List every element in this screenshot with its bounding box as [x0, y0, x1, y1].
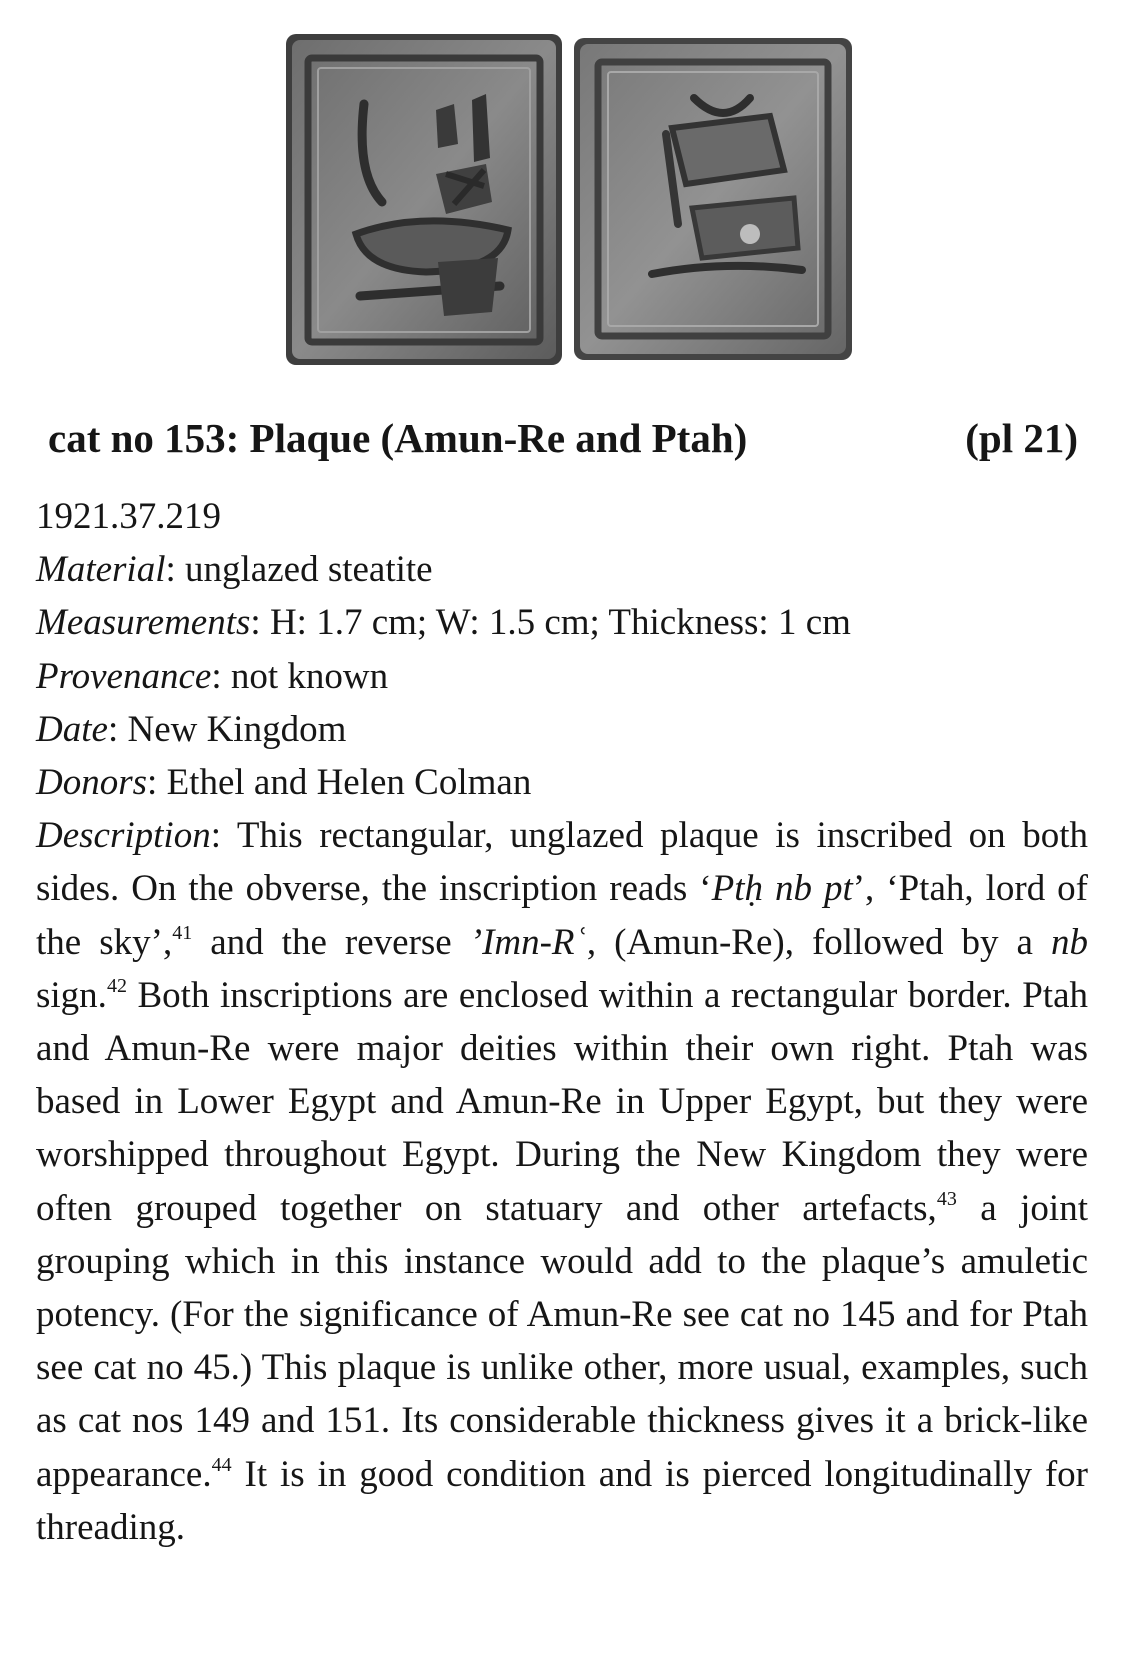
date-line: Date: New Kingdom [36, 708, 347, 750]
catalogue-entry [36, 490, 1088, 1554]
provenance-value: not known [230, 655, 389, 697]
material-line: Material: unglazed steatite [36, 549, 433, 591]
plaque-photographs [286, 34, 852, 365]
measurements-label: Measurements [36, 602, 251, 644]
measurements-value: H: 1.7 cm; W: 1.5 cm; Thickness: 1 cm [269, 602, 851, 644]
donors-label: Donors [36, 762, 148, 804]
donors-value: Ethel and Helen Colman [166, 762, 532, 804]
description-text: a joint grouping which in this instance would add to the plaque’s amuletic potency. (For the significance of Amun-Re see cat no 145 and for Ptah see cat no 45.) This plaque is unlike other, more usual, examples, such as cat nos 149 and 151. Its considerable thickness gives it a brick-like appearance. [36, 1187, 1088, 1495]
footnote-ref: 41 [172, 921, 193, 944]
measurements-line: Measurements: H: 1.7 cm; W: 1.5 cm; Thickness: 1 cm [36, 602, 851, 644]
provenance-label: Provenance [36, 655, 212, 697]
material-label: Material [36, 549, 166, 591]
footnote-ref: 43 [936, 1187, 957, 1210]
description-text: , (Amun-Re), followed by a [586, 921, 1051, 963]
material-value: unglazed steatite [185, 549, 433, 591]
plaque-reverse-photo [574, 38, 852, 360]
transliteration-ptah: Ptḥ nb pt [711, 868, 853, 910]
transliteration-amun-re: ’Imn-Rʿ [469, 921, 587, 963]
plaque-obverse-photo [286, 34, 562, 365]
description-text: and the reverse [192, 921, 470, 963]
donors-line: Donors: Ethel and Helen Colman [36, 762, 532, 804]
date-label: Date [36, 708, 108, 750]
catalogue-heading [48, 414, 1078, 462]
plate-reference: (pl 21) [965, 415, 1078, 461]
catalogue-title: cat no 153: Plaque (Amun-Re and Ptah) [48, 415, 748, 461]
description-text: Both inscriptions are enclosed within a rectangular border. Ptah and Amun-Re were major deities within their own right. Ptah was based in Lower Egypt and Amun-Re in Upper Egypt, but they were worshipped throughout Egypt. During the New Kingdom they were often grouped together on statuary and other artefacts, [36, 974, 1088, 1229]
description-text: It is in good condition and is pierced longitudinally for threading. [36, 1453, 1088, 1548]
description-text: This rectangular, unglazed plaque is inscribed on both sides. On the obverse, the inscription reads ‘ [36, 815, 1088, 910]
description-text: ’, ‘Ptah, lord of the sky’, [36, 868, 1088, 963]
description-paragraph: Description: This rectangular, unglazed plaque is inscribed on both sides. On the obverse, the inscription reads ‘Ptḥ nb pt’, ‘Ptah, lord of the sky’,$^{41}$ and the reverse ’Imn-Rʿ, (Amun-Re), followed by a nb sign.$^{42}$ Both inscriptions are enclosed within a rectangular border. Ptah and Amun-Re were major deities within their own right. Ptah was based in Lower Egypt and Amun-Re in Upper Egypt, but they were worshipped throughout Egypt. During the New Kingdom they were often grouped together on statuary and other artefacts,$^{43}$ a joint grouping which in this instance would add to the plaque’s amuletic potency. (For the significance of Amun-Re see cat no 145 and for Ptah see cat no 45.) This plaque is unlike other, more usual, examples, such as cat nos 149 and 151. Its considerable thickness gives it a brick-like appearance.$^{44}$ It is in good condition and is pierced longitudinally for threading. [36, 815, 1088, 1548]
provenance-line: Provenance: not known [36, 655, 389, 697]
description-text: sign. [36, 974, 107, 1016]
transliteration-nb: nb [1051, 921, 1088, 963]
footnote-ref: 42 [106, 974, 127, 997]
description-label: Description [36, 815, 211, 857]
footnote-ref: 44 [211, 1453, 232, 1476]
date-value: New Kingdom [127, 708, 347, 750]
accession-number: 1921.37.219 [36, 496, 221, 537]
